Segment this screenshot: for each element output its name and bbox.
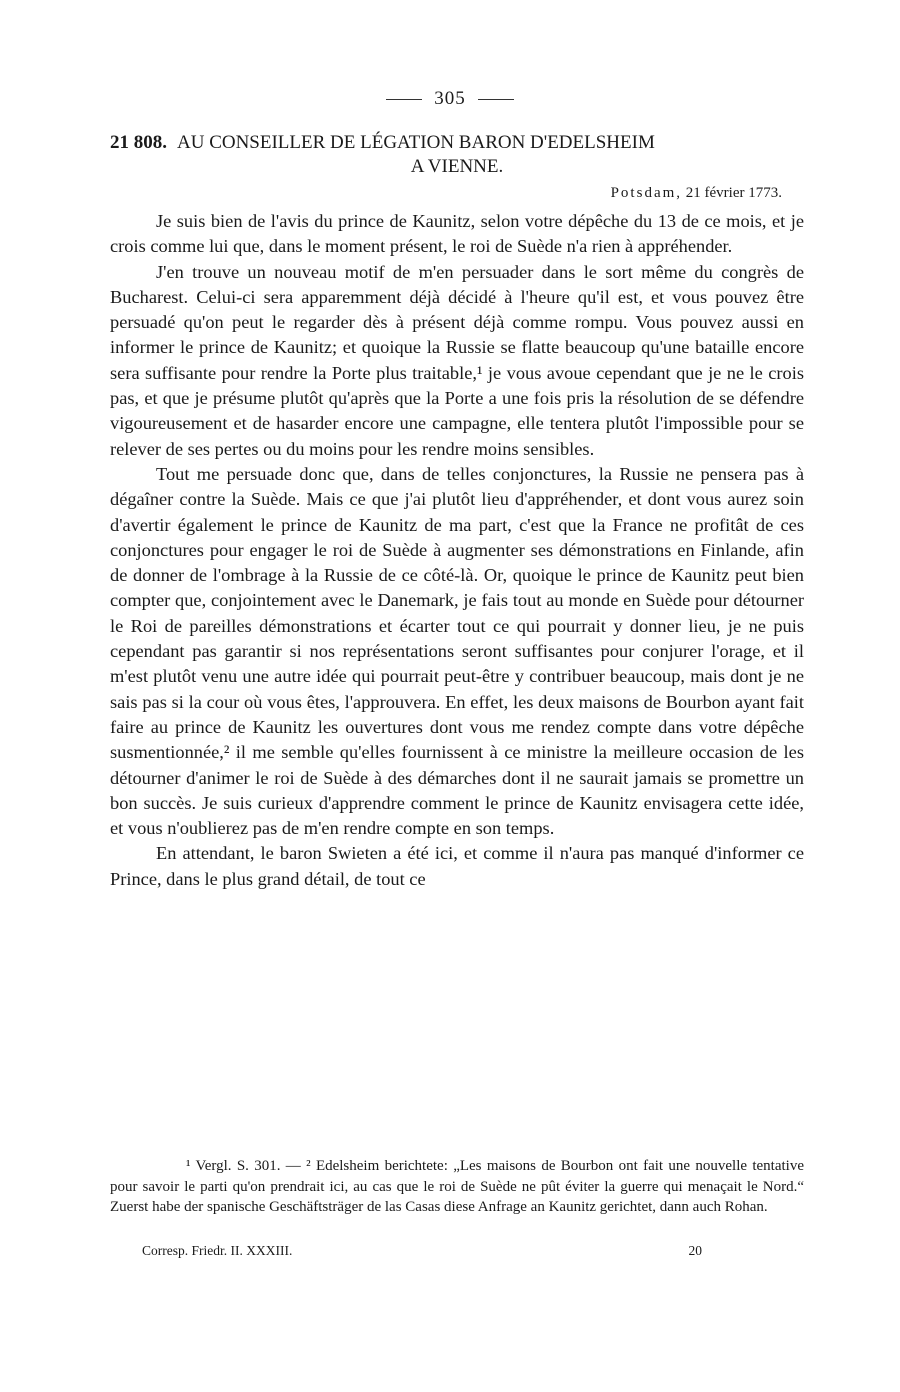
dateline xyxy=(611,183,782,203)
footnote-text: ¹ Vergl. S. 301. — ² Edelsheim berichtete: „Les maisons de Bourbon ont fait une nouvelle tentative pour savoir le parti qu'on prendrait ici, au cas que le roi de Suède ne pût éviter la guerre qui menaçait le Nord.“ Zuerst habe der spanische Geschäftsträger de las Casas diese Anfrage an Kaunitz gerichtet, dann auch Rohan. xyxy=(110,1158,804,1215)
page-number-header xyxy=(0,88,900,110)
letter-heading xyxy=(110,131,804,179)
paragraph-4: En attendant, le baron Swieten a été ici, et comme il n'aura pas manqué d'informer ce Prince, dans le plus grand détail, de tout ce xyxy=(110,843,804,889)
paragraph-2: J'en trouve un nouveau motif de m'en persuader dans le sort même du congrès de Bucharest. Celui-ci sera apparemment déjà décidé à l'heure qu'il est, et vous pouvez être persuadé qu'on peut le regarder dès à présent déjà comme rompu. Vous pouvez aussi en informer le prince de Kaunitz; et quoique la Russie se flatte beaucoup qu'une bataille encore sera suffisante pour rendre la Porte plus traitable,¹ je vous avoue cependant que je ne le crois pas, et que je présume plutôt qu'après que la Porte a une fois pris la résolution de se défendre vigoureusement et de hasarder encore une campagne, elle tentera plutôt l'impossible pour se relever de ses pertes ou du moins pour les rendre moins sensibles. xyxy=(110,261,804,459)
footnotes xyxy=(110,1156,804,1218)
letter-number: 21 808. xyxy=(110,132,167,153)
dateline-place: Potsdam, xyxy=(610,185,683,201)
page-number: 305 xyxy=(434,88,466,109)
left-rule xyxy=(386,99,422,100)
right-rule xyxy=(478,99,514,100)
signature-mark: 20 xyxy=(688,1243,702,1258)
signature-source: Corresp. Friedr. II. XXXIII. xyxy=(142,1243,293,1258)
paragraph-3: Tout me persuade donc que, dans de telles conjonctures, la Russie ne pensera pas à dégaîner contre la Suède. Mais ce que j'ai plutôt lieu d'appréhender, et dont vous aurez soin d'avertir également le prince de Kaunitz de ma part, c'est que la France ne profitât de ces conjonctures pour engager le roi de Suède à augmenter ses démonstrations en Finlande, afin de donner de l'ombrage à la Russie de ce côté-là. Or, quoique le prince de Kaunitz peut bien compter que, conjointement avec le Danemark, je fais tout au monde en Suède pour détourner le Roi de pareilles démonstrations et écarter tout ce qui pourrait y donner lieu, je ne puis cependant pas garantir si nos représentations seront suffisantes pour conjurer l'orage, et il m'est plutôt venu une autre idée qui pourrait peut-être y contribuer beaucoup, mais dont je ne sais pas si la cour où vous êtes, l'approuvera. En effet, les deux maisons de Bourbon ayant fait faire au prince de Kaunitz les ouvertures dont vous me rendez compte dans votre dépêche susmentionnée,² il me semble qu'elles fournissent à ce ministre la meilleure occasion de les détourner d'animer le roi de Suède à des démarches dont il ne saurait jamais se promettre un bon succès. Je suis curieux d'apprendre comment le prince de Kaunitz envisagera cette idée, et vous n'oublierez pas de m'en rendre compte en son temps. xyxy=(110,463,804,839)
dateline-date: 21 février 1773. xyxy=(685,185,782,201)
heading-line-1 xyxy=(110,131,804,155)
letter-body xyxy=(110,209,804,892)
heading-line-2: A VIENNE. xyxy=(410,156,504,177)
paragraph-1: Je suis bien de l'avis du prince de Kaunitz, selon votre dépêche du 13 de ce mois, et je crois comme lui que, dans le moment présent, le roi de Suède n'a rien à appréhender. xyxy=(110,211,804,257)
signature-line xyxy=(142,1242,702,1260)
heading-title: AU CONSEILLER DE LÉGATION BARON D'EDELSHEIM xyxy=(177,132,655,153)
